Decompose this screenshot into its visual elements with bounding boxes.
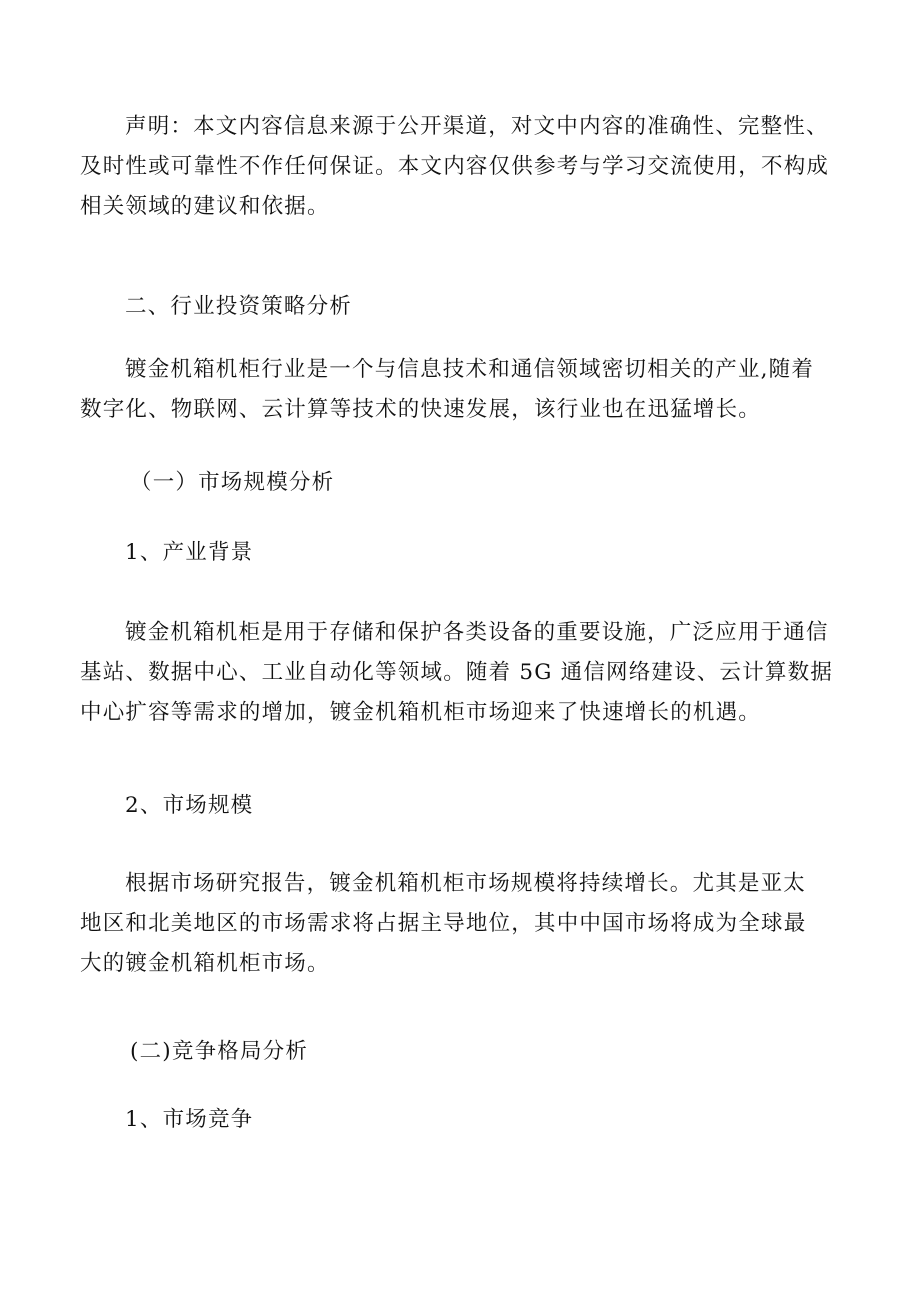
disclaimer-line: 相关领域的建议和依据。 — [80, 194, 330, 219]
paragraph-line: 数字化、物联网、云计算等技术的快速发展，该行业也在迅猛增长。 — [80, 397, 762, 422]
paragraph-line: 根据市场研究报告，镀金机箱机柜市场规模将持续增长。尤其是亚太 — [125, 871, 807, 896]
paragraph-line: 大的镀金机箱机柜市场。 — [80, 951, 330, 976]
industry-background-paragraph — [80, 613, 850, 733]
subsection-heading: （一）市场规模分析 — [130, 470, 335, 495]
paragraph-line: 镀金机箱机柜是用于存储和保护各类设备的重要设施，广泛应用于通信 — [125, 620, 829, 645]
item-heading: 2、市场规模 — [125, 793, 254, 818]
paragraph-line: 镀金机箱机柜行业是一个与信息技术和通信领域密切相关的产业,随着 — [125, 357, 815, 382]
item-heading: 1、产业背景 — [125, 540, 254, 565]
section-intro-paragraph — [80, 350, 850, 430]
item-heading: 1、市场竞争 — [125, 1107, 254, 1132]
section-heading: 二、行业投资策略分析 — [125, 294, 353, 319]
disclaimer-paragraph — [80, 107, 850, 227]
paragraph-line: 地区和北美地区的市场需求将占据主导地位，其中中国市场将成为全球最 — [80, 911, 807, 936]
disclaimer-line: 及时性或可靠性不作任何保证。本文内容仅供参考与学习交流使用，不构成 — [80, 154, 830, 179]
subsection-heading: (二)竞争格局分析 — [130, 1039, 309, 1064]
disclaimer-line: 声明：本文内容信息来源于公开渠道，对文中内容的准确性、完整性、 — [125, 114, 829, 139]
market-size-paragraph — [80, 864, 850, 984]
paragraph-line: 基站、数据中心、工业自动化等领域。随着 5G 通信网络建设、云计算数据 — [80, 660, 834, 685]
paragraph-line: 中心扩容等需求的增加，镀金机箱机柜市场迎来了快速增长的机遇。 — [80, 700, 762, 725]
